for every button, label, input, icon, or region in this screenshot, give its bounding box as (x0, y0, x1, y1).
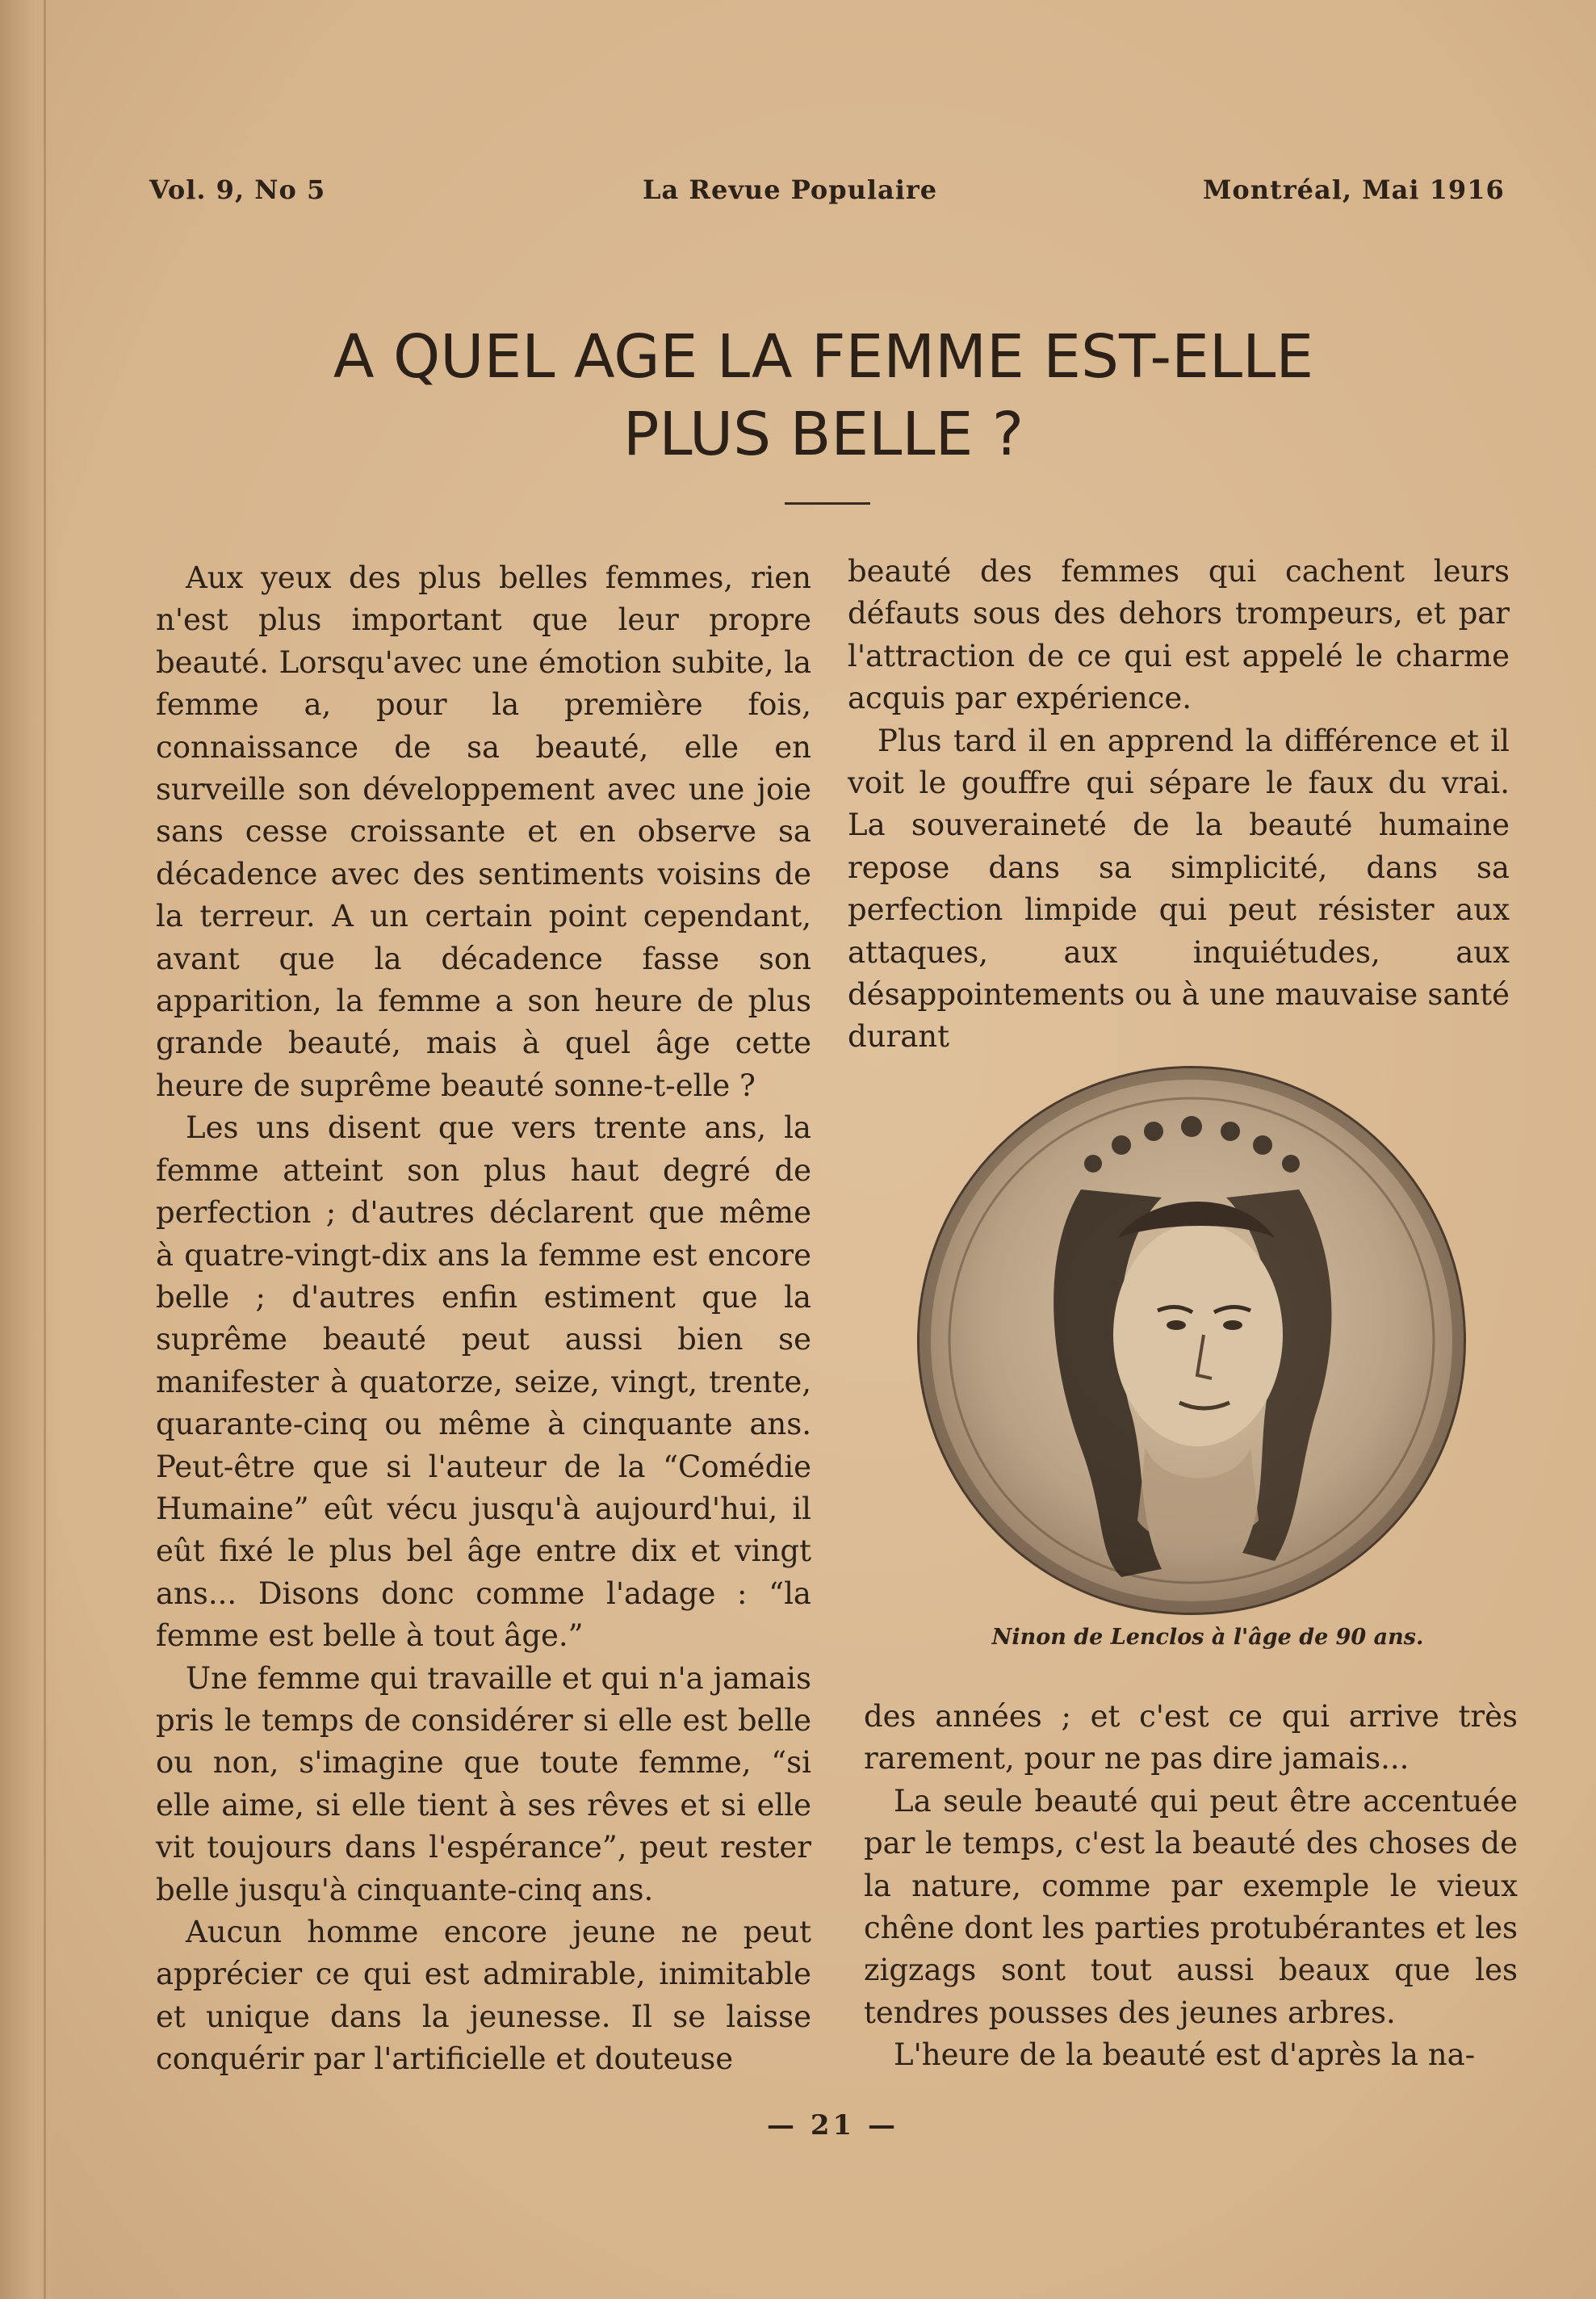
page-number: — 21 — (767, 2109, 899, 2142)
issue-date: Montréal, Mai 1916 (1203, 174, 1505, 205)
publication-name: La Revue Populaire (643, 174, 938, 205)
paragraph: Aux yeux des plus belles femmes, rien n'est plus important que leur propre beauté. Lorsqu'avec une émotion subite, la femme a, pour la première fois, connaissance de sa beauté, elle en surveille son développement avec une joie sans cesse croissante et en observe sa décadence avec des sentiments voisins de la terreur. A un certain point cependant, avant que la décadence fasse son apparition, la femme a son heure de plus grande beauté, mais à quel âge cette heure de suprême beauté sonne-t-elle ? (156, 560, 811, 1103)
right-column-bottom (864, 1696, 1518, 2077)
title-rule (785, 502, 870, 505)
article-title (161, 318, 1485, 473)
paragraph: La seule beauté qui peut être accentuée par le temps, c'est la beauté des choses de la nature, comme par exemple le vieux chêne dont les parties protubérantes et les zigzags sont tout aussi beaux que les tendres pousses des jeunes arbres. (864, 1783, 1518, 2030)
figure-caption: Ninon de Lenclos à l'âge de 90 ans. (991, 1625, 1424, 1650)
volume-number: Vol. 9, No 5 (149, 174, 326, 205)
paragraph: Les uns disent que vers trente ans, la femme atteint son plus haut degré de perfection ; d'autres déclarent que même à quatre-vingt-dix ans la femme est encore belle ; d'autres enfin estiment que la suprême beauté peut aussi bien se manifester à quatorze, seize, vingt, trente, quarante-cinq ou même à cinquante ans. Peut-être que si l'auteur de la “Comédie Humaine” eût vécu jusqu'à aujourd'hui, il eût fixé le plus bel âge entre dix et vingt ans... Disons donc comme l'adage : “la femme est belle à tout âge.” (156, 1110, 811, 1654)
title-line-1: A QUEL AGE LA FEMME EST-ELLE (333, 322, 1314, 392)
paragraph: Plus tard il en apprend la différence et il voit le gouffre qui sépare le faux du vrai. La souveraineté de la beauté humaine repose dans sa simplicité, dans sa perfection limpide qui peut résister aux attaques, aux inquiétudes, aux désappointements ou à une mauvaise santé durant (848, 723, 1510, 1055)
binding-edge (44, 0, 46, 2299)
right-column-top (848, 551, 1510, 1059)
portrait-illustration (919, 1068, 1464, 1613)
paragraph: des années ; et c'est ce qui arrive très rarement, pour ne pas dire jamais... (864, 1699, 1518, 1777)
left-column (156, 557, 811, 2081)
paragraph: Aucun homme encore jeune ne peut apprécier ce qui est admirable, inimitable et unique dans la jeunesse. Il se laisse conquérir par l'artificielle et douteuse (156, 1915, 811, 2077)
portrait-medallion (917, 1066, 1466, 1615)
title-line-2: PLUS BELLE ? (622, 400, 1024, 469)
paragraph: Une femme qui travaille et qui n'a jamais pris le temps de considérer si elle est belle ou non, s'imagine que toute femme, “si elle aime, si elle tient à ses rêves et si elle vit toujours dans l'espérance”, peut rester belle jusqu'à cinquante-cinq ans. (156, 1660, 811, 1907)
paragraph: L'heure de la beauté est d'après la na- (894, 2037, 1476, 2073)
binding-gutter (0, 0, 58, 2299)
paragraph: beauté des femmes qui cachent leurs défauts sous des dehors trompeurs, et par l'attraction de ce qui est appelé le charme acquis par expérience. (848, 554, 1510, 716)
